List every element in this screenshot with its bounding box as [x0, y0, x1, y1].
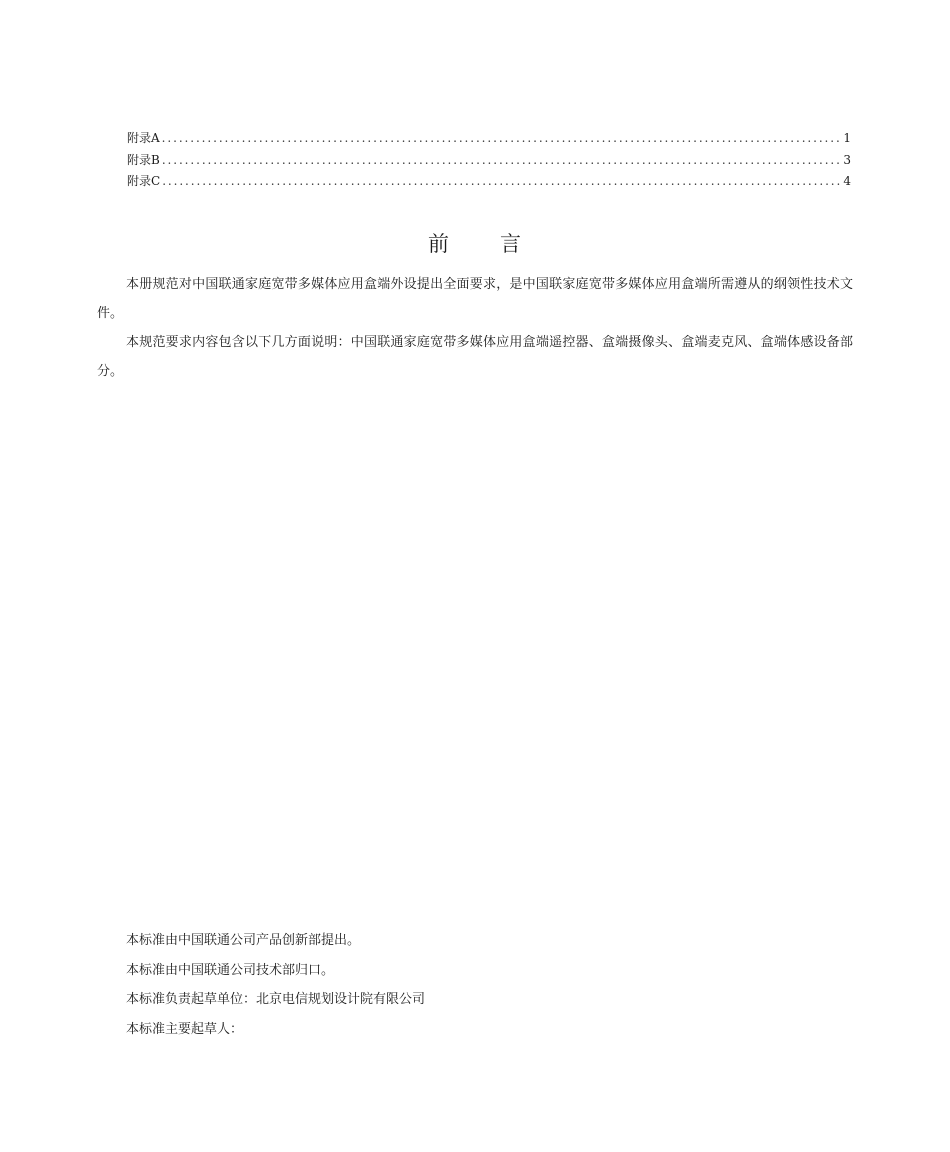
toc-entry-appendix-c[interactable] — [127, 171, 851, 193]
toc-leader-dots — [162, 128, 841, 150]
toc-entry-page: 1 — [843, 131, 851, 145]
drafters-line: 本标准主要起草人： — [126, 1021, 244, 1037]
foreword-paragraph: 本规范要求内容包含以下几方面说明：中国联通家庭宽带多媒体应用盒端遥控器、盒端摄像头、盒端麦克风、盒端体感设备部分。 — [97, 335, 853, 379]
standard-info — [126, 926, 826, 1044]
toc-entry-label: 附录C — [127, 174, 161, 188]
toc-entry-appendix-b[interactable] — [127, 150, 851, 172]
toc-leader-dots — [162, 171, 840, 193]
toc-entry-label: 附录A — [127, 131, 160, 145]
toc-leader-dots — [162, 150, 841, 172]
foreword-body — [97, 270, 853, 386]
heading-char-left: 前 — [428, 232, 450, 256]
foreword-paragraph: 本册规范对中国联通家庭宽带多媒体应用盒端外设提出全面要求，是中国联家庭宽带多媒体应用盒端所需遵从的纲领性技术文件。 — [97, 277, 853, 321]
responsible-line: 本标准由中国联通公司技术部归口。 — [126, 962, 335, 978]
toc-entry-page: 3 — [843, 152, 851, 167]
toc-entry-label: 附录B — [127, 152, 160, 167]
heading-char-right: 言 — [500, 232, 522, 256]
toc-entry-appendix-a[interactable] — [127, 128, 851, 150]
toc-entry-page: 4 — [843, 174, 851, 188]
proposer-line: 本标准由中国联通公司产品创新部提出。 — [126, 933, 361, 948]
table-of-contents — [127, 128, 851, 193]
drafting-unit-line: 本标准负责起草单位：北京电信规划设计院有限公司 — [126, 992, 426, 1007]
foreword-heading — [0, 228, 950, 258]
